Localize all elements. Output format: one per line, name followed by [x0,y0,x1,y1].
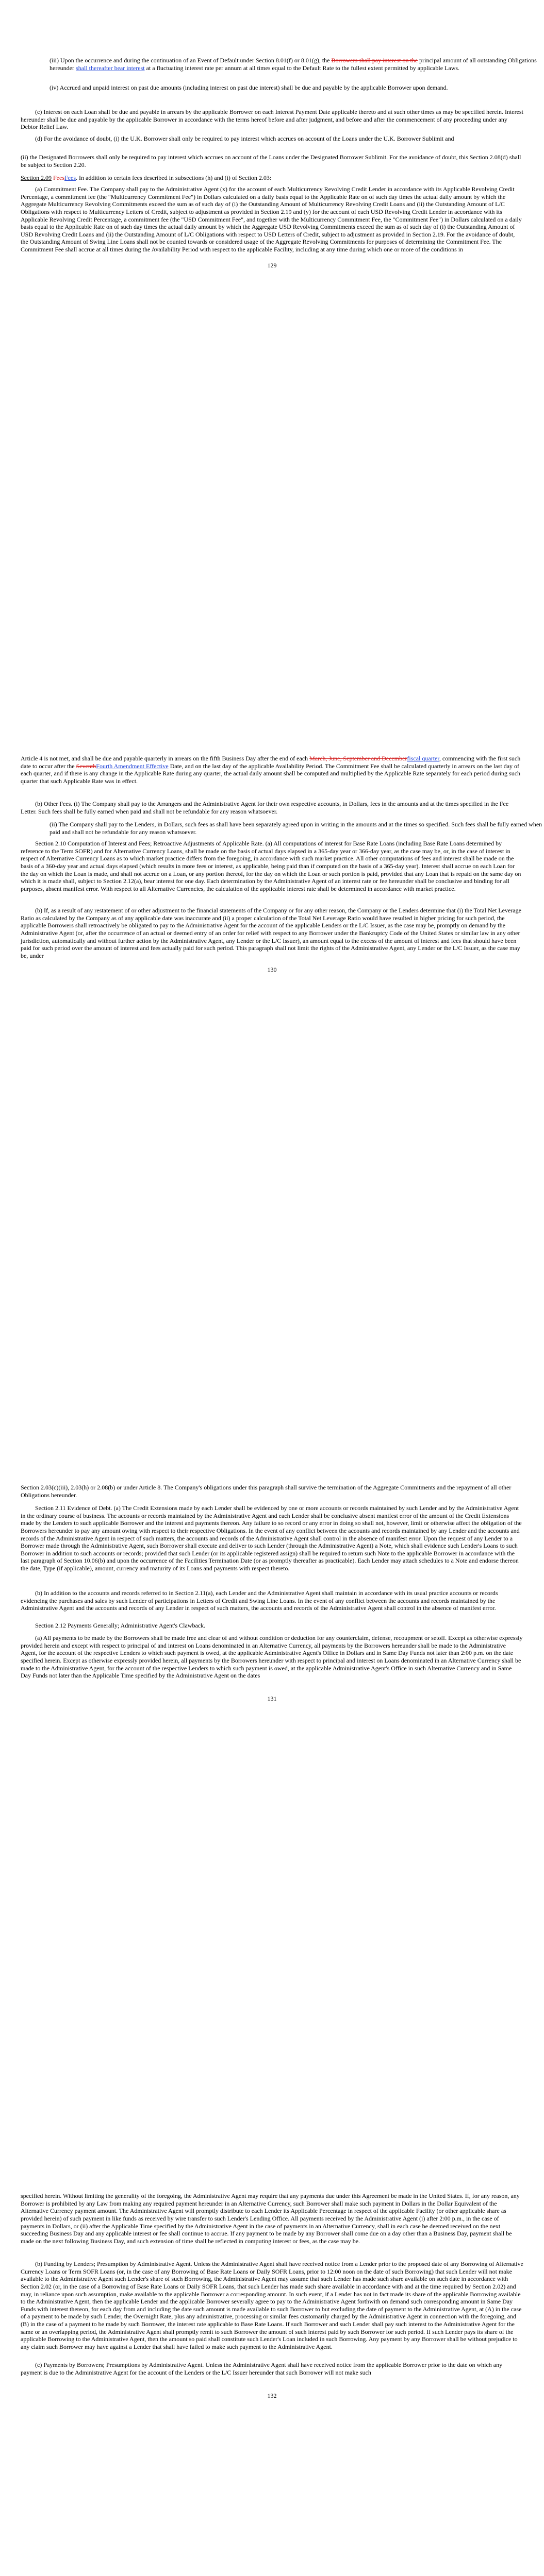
para-lender-fees: (ii) The Company shall pay to the Lenders, in Dollars, such fees as shall have been separately agreed upon in writing in the amounts and at the times so specified. Such fees shall be fully earned when paid and shall not be refundable for any reason whatsoever. [50,821,542,836]
page-number: 131 [267,1695,277,1702]
para-accrued-interest: (iv) Accrued and unpaid interest on past due amounts (including interest on past due interest) shall be due and payable by the applicable Borrower upon demand. [50,84,448,91]
para-commitment-fee: (a) Commitment Fee. The Company shall pay to the Administrative Agent (x) for the account of each Multicurrency Revolving Credit Lender in accordance with its Applicable Revolving Credit Percentage, a commitment fee (the "Multicurrency Commitment Fee") in Dollars calculated on a daily basis equal to the Applicable Rate on of such day times the actual daily amount by which the Aggregate Multicurrency Revolving Commitments exceed the sum as of such day of (i) the Outstanding Amount of Multicurrency Revolving Credit Loans and (ii) the Outstanding Amount of L/C Obligations with respect to Multicurrency Letters of Credit, subject to adjustment as provided in Section 2.19 and (y) for the account of each USD Revolving Credit Lender in accordance with its Applicable Revolving Credit Percentage, a commitment fee (the "USD Commitment Fee", and together with the Multicurrency Commitment Fee, the "Commitment Fee") in Dollars calculated on a daily basis equal to the Applicable Rate on of such day times the actual daily amount by which the Aggregate USD Revolving Commitments exceed the sum as of such day of (i) the Outstanding Amount of USD Revolving Credit Loans and (ii) the Outstanding Amount of L/C Obligations with respect to USD Letters of Credit, subject to adjustment as provided in Section 2.19. For the avoidance of doubt, the Outstanding Amount of Swing Line Loans shall not be counted towards or considered usage of the Aggregate Revolving Commitments for purposes of determining the Commitment Fee. The Commitment Fee shall accrue at all times during the Availability Period with respect to the applicable Facility, including at any time during which one or more of the conditions in [21,185,522,253]
para-retroactive-adjustment: (b) If, as a result of any restatement of or other adjustment to the financial statements of the Company or for any other reason, the Company or the Lenders determine that (i) the Total Net Leverage Ratio as calculated by the Company as of any applicable date was inaccurate and (ii) a proper calculation of the Total Net Leverage Ratio would have resulted in higher pricing for such period, the applicable Borrowers shall retroactively be obligated to pay to the Administrative Agent for the account of the applicable Lenders or the L/C Issuer, as the case may be, promptly on demand by the Administrative Agent (or, after the occurrence of an actual or deemed entry of an order for relief with respect to any Borrower under the Bankruptcy Code of the United States or similar law in any other jurisdiction, automatically and without further action by the Administrative Agent, any Lender or the L/C Issuer), an amount equal to the excess of the amount of interest and fees that should have been paid for such period over the amount of interest and fees actually paid for such period. This paragraph shall not limit the rights of the Administrative Agent, any Lender or the L/C Issuer, as the case may be, under [21,907,521,959]
section-2-12-heading: Section 2.12 Payments Generally; Administrative Agent's Clawback. [35,1622,206,1629]
para-payments-by-borrowers: (c) Payments by Borrowers; Presumptions by Administrative Agent. Unless the Administrative Agent shall have received notice from the applicable Borrower prior to the date on which any payment is due to the Administrative Agent for the account of the Lenders or the L/C Issuer hereunder that such Borrower will not make such [21,2361,503,2376]
para-fee-payable-quarterly: Article 4 is not met, and shall be due and payable quarterly in arrears on the fifth Business Day after the end of each March, June, September and Decemberfiscal quarter, commencing with the first such date to occur after the SeventhFourth Amendment Effective Date, and on the last day of the applicable Availability Period. The Commitment Fee shall be calculated quarterly in arrears on the last day of each quarter, and if there is any change in the Applicable Rate during any quarter, the actual daily amount shall be computed and multiplied by the Applicable Rate separately for each period during such quarter that such Applicable Rate was in effect. [21,755,521,785]
para-designated-borrowers: (ii) the Designated Borrowers shall only be required to pay interest which accrues on account of the Loans under the Designated Borrower Sublimit. For the avoidance of doubt, this Section 2.08(d) shall be subject to Section 2.20. [21,154,521,168]
para-participations-records: (b) In addition to the accounts and records referred to in Section 2.11(a), each Lender and the Administrative Agent shall maintain in accordance with its usual practice accounts or records evidencing the purchases and sales by such Lender of participations in Letters of Credit and Swing Line Loans. In the event of any conflict between the accounts and records maintained by the Administrative Agent and the accounts and records of any Lender in respect of such matters, the accounts and records of the Administrative Agent shall control in the absence of manifest error. [21,1589,498,1612]
page-number: 130 [267,966,277,973]
para-payments-generally: (a) All payments to be made by the Borrowers shall be made free and clear of and without condition or deduction for any counterclaim, defense, recoupment or setoff. Except as otherwise expressly provided herein and except with respect to principal of and interest on Loans denominated in an Alternative Currency, all payments by the Borrowers hereunder shall be made to the Administrative Agent, for the account of the respective Lenders to which such payment is owed, at the applicable Administrative Agent's Office in Dollars and in Same Day Funds not later than 2:00 p.m. on the date specified herein. Except as otherwise expressly provided herein, all payments by the Borrowers hereunder with respect to principal and interest on Loans denominated in an Alternative Currency shall be made to the Administrative Agent, for the account of the respective Lenders to which such payment is owed, at the applicable Administrative Agent's Office in such Alternative Currency and in Same Day Funds not later than the Applicable Time specified by the Administrative Agent on the dates [21,1634,523,1680]
page-number: 132 [267,2392,277,2399]
page-number: 129 [267,262,277,269]
para-interest-default-rate: (iii) Upon the occurrence and during the continuation of an Event of Default under Section 8.01(f) or 8.01(g), the Borrowers shall pay interest on the principal amount of all outstanding Obligations hereunder shall thereafter bear interest at a fluctuating interest rate per annum at all times equal to the Default Rate to the fullest extent permitted by applicable Laws. [50,57,537,72]
para-interest-payment: (c) Interest on each Loan shall be due and payable in arrears by the applicable Borrower on each Interest Payment Date applicable thereto and at such other times as may be specified herein. Interest hereunder shall be due and payable by the applicable Borrower in accordance with the terms hereof before and after judgment, and before and after the commencement of any proceeding under any Debtor Relief Law. [21,108,523,131]
para-uk-borrower: (d) For the avoidance of doubt, (i) the U.K. Borrower shall only be required to pay interest which accrues on account of the Loans under the U.K. Borrower Sublimit and [35,135,454,142]
para-other-fees: (b) Other Fees. (i) The Company shall pay to the Arrangers and the Administrative Agent for their own respective accounts, in Dollars, fees in the amounts and at the times specified in the Fee Letter. Such fees shall be fully earned when paid and shall not be refundable for any reason whatsoever. [21,800,509,815]
para-funding-by-lenders: (b) Funding by Lenders; Presumption by Administrative Agent. Unless the Administrative Agent shall have received notice from a Lender prior to the proposed date of any Borrowing of Alternative Currency Loans or Term SOFR Loans (or, in the case of any Borrowing of Base Rate Loans or Daily SOFR Loans, prior to 12:00 noon on the date of such Borrowing) that such Lender will not make available to the Administrative Agent such Lender's share of such Borrowing, the Administrative Agent may assume that such Lender has made such share available on such date in accordance with Section 2.02 (or, in the case of a Borrowing of Base Rate Loans or Daily SOFR Loans, that such Lender has made such share available in accordance with and at the time required by Section 2.02) and may, in reliance upon such assumption, make available to the applicable Borrower a corresponding amount. In such event, if a Lender has not in fact made its share of the applicable Borrowing available to the Administrative Agent, then the applicable Lender and the applicable Borrower severally agree to pay to the Administrative Agent forthwith on demand such corresponding amount in Same Day Funds with interest thereon, for each day from and including the date such amount is made available to such Borrower to but excluding the date of payment to the Administrative Agent, at (A) in the case of a payment to be made by such Lender, the Overnight Rate, plus any administrative, processing or similar fees customarily charged by the Administrative Agent in connection with the foregoing, and (B) in the case of a payment to be made by such Borrower, the interest rate applicable to Base Rate Loans. If such Borrower and such Lender shall pay such interest to the Administrative Agent for the same or an overlapping period, the Administrative Agent shall promptly remit to such Borrower the amount of such interest paid by such Borrower for such period. If such Lender pays its share of the applicable Borrowing to the Administrative Agent, then the amount so paid shall constitute such Lender's Loan included in such Borrowing. Any payment by any Borrower shall be without prejudice to any claim such Borrower may have against a Lender that shall have failed to make such payment to the Administrative Agent. [21,2260,523,2350]
para-company-obligations: Section 2.03(c)(iii), 2.03(h) or 2.08(b) or under Article 8. The Company's obligations under this paragraph shall survive the termination of the Aggregate Commitments and the repayment of all other Obligations hereunder. [21,1484,512,1499]
para-payment-timing: specified herein. Without limiting the generality of the foregoing, the Administrative Agent may require that any payments due under this Agreement be made in the United States. If, for any reason, any Borrower is prohibited by any Law from making any required payment hereunder in an Alternative Currency, such Borrower shall make such payment in Dollars in the Dollar Equivalent of the Alternative Currency payment amount. The Administrative Agent will promptly distribute to each Lender its Applicable Percentage in respect of the applicable Facility (or other applicable share as provided herein) of such payment in like funds as received by wire transfer to such Lender's Lending Office. All payments received by the Administrative Agent (i) after 2:00 p.m., in the case of payments in Dollars, or (ii) after the Applicable Time specified by the Administrative Agent in the case of payments in an Alternative Currency, shall in each case be deemed received on the next succeeding Business Day and any applicable interest or fee shall continue to accrue. If any payment to be made by any Borrower shall come due on a day other than a Business Day, payment shall be made on the next following Business Day, and such extension of time shall be reflected in computing interest or fees, as the case may be. [21,2192,520,2245]
section-2-09-heading: Section 2.09 FeesFees. In addition to certain fees described in subsections (h) and (i) of Section 2.03: [21,174,272,181]
section-2-10: Section 2.10 Computation of Interest and Fees; Retroactive Adjustments of Applicable Rate. (a) All computations of interest for Base Rate Loans (including Base Rate Loans determined by reference to the Term SOFR) and for Alternative Currency Loans, shall be made on the basis of actual days elapsed in a 365-day year or 366-day year, as the case may be, or, in the case of interest in respect of Alternative Currency Loans as to which market practice differs from the foregoing, in accordance with such market practice. All other computations of fees and interest shall be made on the basis of a 360-day year and actual days elapsed (which results in more fees or interest, as applicable, being paid than if computed on the basis of a 365-day year). Interest shall accrue on each Loan for the day on which the Loan is made, and shall not accrue on a Loan, or any portion thereof, for the day on which the Loan or such portion is paid, provided that any Loan that is repaid on the same day on which it is made shall, subject to Section 2.12(a), bear interest for one day. Each determination by the Administrative Agent of an interest rate or fee hereunder shall be conclusive and binding for all purposes, absent manifest error. With respect to all Alternative Currencies, the calculation of the applicable interest rate shall be determined in accordance with market practice. [21,840,521,892]
section-2-11: Section 2.11 Evidence of Debt. (a) The Credit Extensions made by each Lender shall be evidenced by one or more accounts or records maintained by such Lender and by the Administrative Agent in the ordinary course of business. The accounts or records maintained by the Administrative Agent and each Lender shall be conclusive absent manifest error of the amount of the Credit Extensions made by the Lenders to such applicable Borrower and the interest and payments thereon. Any failure to so record or any error in doing so shall not, however, limit or otherwise affect the obligation of the Borrowers hereunder to pay any amount owing with respect to their respective Obligations. In the event of any conflict between the accounts and records maintained by any Lender and the accounts and records of the Administrative Agent in respect of such matters, the accounts and records of the Administrative Agent shall control in the absence of manifest error. Upon the request of any Lender to a Borrower made through the Administrative Agent, such Borrower shall execute and deliver to such Lender (through the Administrative Agent) a Note, which shall evidence such Lender's Loans to such Borrower in addition to such accounts or records; provided that such Lender (or its applicable registered assign) shall be required to return such Note to the applicable Borrower in accordance with the last paragraph of Section 10.06(b) and upon the occurrence of the Facilities Termination Date (or as promptly thereafter as practicable). Each Lender may attach schedules to a Note and endorse thereon the date, Type (if applicable), amount, currency and maturity of its Loans and payments with respect thereto. [21,1504,522,1572]
